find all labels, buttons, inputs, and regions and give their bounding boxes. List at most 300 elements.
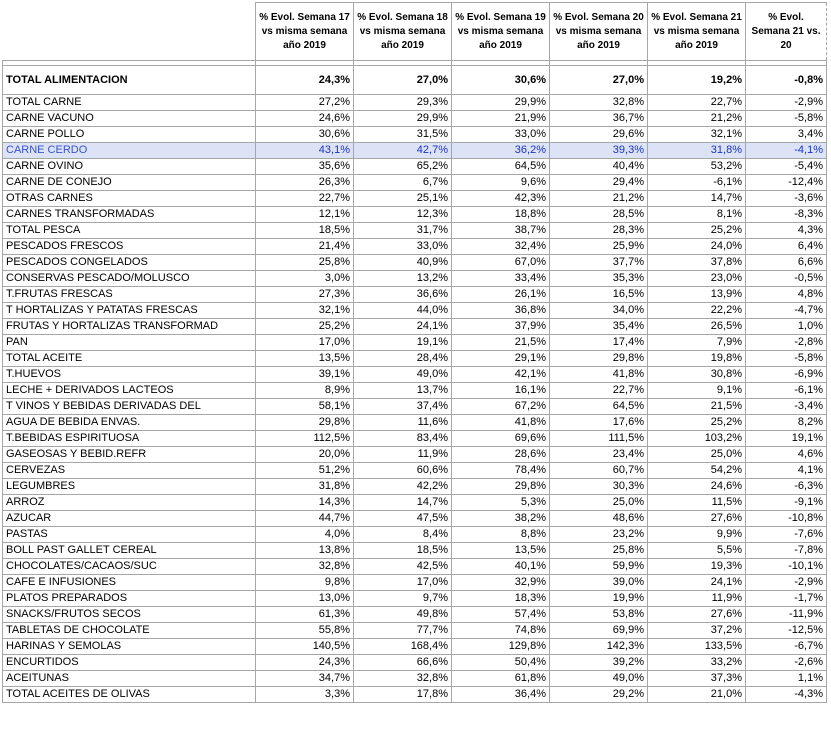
value-cell: 42,5% [354,559,452,575]
value-cell: 13,9% [648,287,746,303]
value-cell: 33,4% [452,271,550,287]
row-label: BOLL PAST GALLET CEREAL [3,543,256,559]
value-cell: 47,5% [354,511,452,527]
value-cell: 24,6% [648,479,746,495]
table-row[interactable] [3,415,827,431]
value-cell: 69,9% [550,623,648,639]
value-cell: 8,9% [256,383,354,399]
value-cell: 8,2% [746,415,827,431]
value-cell: 83,4% [354,431,452,447]
value-cell: 9,7% [354,591,452,607]
value-cell: 49,8% [354,607,452,623]
value-cell: -6,3% [746,479,827,495]
value-cell: 34,7% [256,671,354,687]
value-cell: 24,0% [648,239,746,255]
value-cell: 22,7% [648,95,746,111]
value-cell: 36,7% [550,111,648,127]
table-row[interactable] [3,335,827,351]
value-cell: 25,0% [648,447,746,463]
value-cell: 25,2% [256,319,354,335]
value-cell: 9,6% [452,175,550,191]
value-cell: 22,7% [550,383,648,399]
value-cell: 4,1% [746,463,827,479]
row-label: TOTAL PESCA [3,223,256,239]
value-cell: 49,0% [354,367,452,383]
value-cell: 17,4% [550,335,648,351]
value-cell: 129,8% [452,639,550,655]
value-cell: -6,1% [648,175,746,191]
row-label: HARINAS Y SEMOLAS [3,639,256,655]
value-cell: 24,3% [256,655,354,671]
table-row[interactable] [3,255,827,271]
value-cell: 58,1% [256,399,354,415]
value-cell: 60,7% [550,463,648,479]
value-cell: 22,7% [256,191,354,207]
value-cell: 133,5% [648,639,746,655]
header-row [3,3,827,61]
value-cell: 40,9% [354,255,452,271]
value-cell: 48,6% [550,511,648,527]
value-cell: 111,5% [550,431,648,447]
value-cell: 37,2% [648,623,746,639]
value-cell: 41,8% [452,415,550,431]
value-cell: 23,4% [550,447,648,463]
value-cell: 19,3% [648,559,746,575]
value-cell: 16,1% [452,383,550,399]
row-label: CAFE E INFUSIONES [3,575,256,591]
value-cell: 4,0% [256,527,354,543]
table-row[interactable] [3,479,827,495]
value-cell: -7,6% [746,527,827,543]
value-cell: 57,4% [452,607,550,623]
value-cell: 74,8% [452,623,550,639]
value-cell: 29,8% [256,415,354,431]
value-cell: 13,2% [354,271,452,287]
row-label: FRUTAS Y HORTALIZAS TRANSFORMAD [3,319,256,335]
table-row[interactable] [3,623,827,639]
table-row[interactable] [3,207,827,223]
row-label: ACEITUNAS [3,671,256,687]
value-cell: -8,3% [746,207,827,223]
value-cell: -3,6% [746,191,827,207]
value-cell: 29,2% [550,687,648,703]
value-cell: 27,6% [648,511,746,527]
value-cell: -0,8% [746,66,827,95]
value-cell: 112,5% [256,431,354,447]
value-cell: 24,1% [648,575,746,591]
value-cell: 23,2% [550,527,648,543]
value-cell: 18,5% [256,223,354,239]
table-row[interactable] [3,655,827,671]
value-cell: 43,1% [256,143,354,159]
value-cell: 31,7% [354,223,452,239]
row-label: CERVEZAS [3,463,256,479]
row-label: GASEOSAS Y BEBID.REFR [3,447,256,463]
value-cell: 21,5% [452,335,550,351]
row-label: CARNE OVINO [3,159,256,175]
value-cell: 19,1% [354,335,452,351]
column-header: % Evol. Semana 17 vs misma semana año 2019 [256,3,354,61]
row-label: CARNES TRANSFORMADAS [3,207,256,223]
value-cell: -6,7% [746,639,827,655]
value-cell: 37,4% [354,399,452,415]
value-cell: 13,8% [256,543,354,559]
table-row[interactable] [3,303,827,319]
value-cell: 13,0% [256,591,354,607]
value-cell: -10,1% [746,559,827,575]
value-cell: 25,1% [354,191,452,207]
value-cell: -9,1% [746,495,827,511]
value-cell: 36,4% [452,687,550,703]
table-row[interactable] [3,591,827,607]
table-row[interactable] [3,639,827,655]
column-header: % Evol. Semana 19 vs misma semana año 2019 [452,3,550,61]
value-cell: 9,8% [256,575,354,591]
value-cell: 39,2% [550,655,648,671]
table-row[interactable] [3,687,827,703]
value-cell: 31,8% [648,143,746,159]
value-cell: -5,8% [746,111,827,127]
table-row[interactable] [3,527,827,543]
value-cell: -6,1% [746,383,827,399]
value-cell: 18,8% [452,207,550,223]
value-cell: 25,2% [648,415,746,431]
value-cell: 18,3% [452,591,550,607]
value-cell: 11,9% [354,447,452,463]
value-cell: 21,2% [648,111,746,127]
row-label: T.FRUTAS FRESCAS [3,287,256,303]
row-label: PESCADOS CONGELADOS [3,255,256,271]
row-label: CARNE DE CONEJO [3,175,256,191]
value-cell: 32,1% [648,127,746,143]
value-cell: 4,3% [746,223,827,239]
value-cell: 6,6% [746,255,827,271]
value-cell: 17,8% [354,687,452,703]
value-cell: 49,0% [550,671,648,687]
table-row[interactable] [3,271,827,287]
value-cell: 8,8% [452,527,550,543]
value-cell: 30,3% [550,479,648,495]
value-cell: 44,0% [354,303,452,319]
value-cell: 59,9% [550,559,648,575]
value-cell: 22,2% [648,303,746,319]
column-header: % Evol. Semana 21 vs. 20 [746,3,827,61]
value-cell: -10,8% [746,511,827,527]
value-cell: 34,0% [550,303,648,319]
value-cell: 7,9% [648,335,746,351]
table-row[interactable] [3,127,827,143]
table-row[interactable] [3,111,827,127]
value-cell: 12,1% [256,207,354,223]
row-label: OTRAS CARNES [3,191,256,207]
table-row[interactable] [3,95,827,111]
value-cell: 54,2% [648,463,746,479]
value-cell: -12,4% [746,175,827,191]
value-cell: 36,2% [452,143,550,159]
table-row[interactable] [3,351,827,367]
value-cell: 13,5% [452,543,550,559]
row-label: PASTAS [3,527,256,543]
value-cell: 142,3% [550,639,648,655]
value-cell: 37,8% [648,255,746,271]
row-label: ENCURTIDOS [3,655,256,671]
value-cell: 17,0% [256,335,354,351]
table-row[interactable] [3,223,827,239]
row-label: CARNE VACUNO [3,111,256,127]
total-row [3,66,827,95]
value-cell: 78,4% [452,463,550,479]
value-cell: 35,4% [550,319,648,335]
row-label: AZUCAR [3,511,256,527]
value-cell: 3,0% [256,271,354,287]
table-row[interactable] [3,159,827,175]
value-cell: 27,2% [256,95,354,111]
value-cell: 168,4% [354,639,452,655]
row-label: CARNE POLLO [3,127,256,143]
value-cell: 6,7% [354,175,452,191]
value-cell: 37,9% [452,319,550,335]
value-cell: 3,4% [746,127,827,143]
value-cell: 65,2% [354,159,452,175]
value-cell: 31,5% [354,127,452,143]
row-label: TABLETAS DE CHOCOLATE [3,623,256,639]
value-cell: 29,1% [452,351,550,367]
table-row[interactable] [3,671,827,687]
table-row[interactable] [3,607,827,623]
value-cell: 16,5% [550,287,648,303]
table-row[interactable] [3,463,827,479]
value-cell: 14,3% [256,495,354,511]
table-row[interactable] [3,191,827,207]
row-label: TOTAL CARNE [3,95,256,111]
value-cell: 42,7% [354,143,452,159]
table-row[interactable] [3,495,827,511]
value-cell: 60,6% [354,463,452,479]
row-label: T VINOS Y BEBIDAS DERIVADAS DEL [3,399,256,415]
value-cell: 26,1% [452,287,550,303]
value-cell: -5,8% [746,351,827,367]
value-cell: 11,5% [648,495,746,511]
value-cell: 17,0% [354,575,452,591]
value-cell: 61,3% [256,607,354,623]
value-cell: 44,7% [256,511,354,527]
value-cell: 61,8% [452,671,550,687]
row-label: CARNE CERDO [3,143,256,159]
value-cell: -2,9% [746,95,827,111]
value-cell: 4,6% [746,447,827,463]
value-cell: 55,8% [256,623,354,639]
value-cell: 29,8% [452,479,550,495]
value-cell: 25,8% [550,543,648,559]
value-cell: 30,6% [256,127,354,143]
value-cell: 6,4% [746,239,827,255]
value-cell: 42,2% [354,479,452,495]
value-cell: 24,6% [256,111,354,127]
table-row[interactable] [3,287,827,303]
table-row[interactable] [3,175,827,191]
value-cell: 5,5% [648,543,746,559]
value-cell: 27,6% [648,607,746,623]
value-cell: 29,9% [452,95,550,111]
value-cell: -2,6% [746,655,827,671]
value-cell: 30,6% [452,66,550,95]
value-cell: 19,8% [648,351,746,367]
row-label: LEGUMBRES [3,479,256,495]
value-cell: 27,3% [256,287,354,303]
value-cell: 42,3% [452,191,550,207]
value-cell: 32,8% [354,671,452,687]
value-cell: -6,9% [746,367,827,383]
value-cell: 33,2% [648,655,746,671]
value-cell: 69,6% [452,431,550,447]
value-cell: 8,4% [354,527,452,543]
value-cell: 29,6% [550,127,648,143]
value-cell: 13,7% [354,383,452,399]
value-cell: 4,8% [746,287,827,303]
row-label: TOTAL ACEITE [3,351,256,367]
value-cell: 53,2% [648,159,746,175]
value-cell: 35,3% [550,271,648,287]
value-cell: 36,8% [452,303,550,319]
value-cell: -2,8% [746,335,827,351]
value-cell: 21,2% [550,191,648,207]
row-label: TOTAL ALIMENTACION [3,66,256,95]
value-cell: 39,0% [550,575,648,591]
value-cell: -2,9% [746,575,827,591]
row-label: T.BEBIDAS ESPIRITUOSA [3,431,256,447]
value-cell: 35,6% [256,159,354,175]
value-cell: 32,4% [452,239,550,255]
column-header: % Evol. Semana 21 vs misma semana año 2019 [648,3,746,61]
table-row[interactable] [3,367,827,383]
value-cell: 40,4% [550,159,648,175]
value-cell: 36,6% [354,287,452,303]
table-row[interactable] [3,431,827,447]
value-cell: 25,8% [256,255,354,271]
value-cell: 37,3% [648,671,746,687]
value-cell: 41,8% [550,367,648,383]
value-cell: 64,5% [550,399,648,415]
value-cell: 32,9% [452,575,550,591]
value-cell: 67,2% [452,399,550,415]
table-row[interactable] [3,239,827,255]
value-cell: 18,5% [354,543,452,559]
value-cell: 25,0% [550,495,648,511]
value-cell: 21,9% [452,111,550,127]
value-cell: 24,3% [256,66,354,95]
table-row[interactable] [3,383,827,399]
column-header: % Evol. Semana 18 vs misma semana año 2019 [354,3,452,61]
value-cell: 28,3% [550,223,648,239]
table-row[interactable] [3,559,827,575]
value-cell: -3,4% [746,399,827,415]
value-cell: 21,0% [648,687,746,703]
row-label: PESCADOS FRESCOS [3,239,256,255]
row-label: SNACKS/FRUTOS SECOS [3,607,256,623]
value-cell: 32,1% [256,303,354,319]
value-cell: 20,0% [256,447,354,463]
table-row[interactable] [3,575,827,591]
table-row[interactable] [3,143,827,159]
value-cell: 29,4% [550,175,648,191]
value-cell: 37,7% [550,255,648,271]
value-cell: 25,9% [550,239,648,255]
row-label: T.HUEVOS [3,367,256,383]
value-cell: 19,9% [550,591,648,607]
value-cell: 67,0% [452,255,550,271]
value-cell: 33,0% [354,239,452,255]
value-cell: 13,5% [256,351,354,367]
row-label: CHOCOLATES/CACAOS/SUC [3,559,256,575]
value-cell: 32,8% [550,95,648,111]
value-cell: 3,3% [256,687,354,703]
value-cell: -4,7% [746,303,827,319]
value-cell: 33,0% [452,127,550,143]
value-cell: 9,9% [648,527,746,543]
value-cell: 23,0% [648,271,746,287]
value-cell: 28,6% [452,447,550,463]
value-cell: 12,3% [354,207,452,223]
table-row[interactable] [3,319,827,335]
value-cell: -11,9% [746,607,827,623]
column-header: % Evol. Semana 20 vs misma semana año 2019 [550,3,648,61]
value-cell: -5,4% [746,159,827,175]
value-cell: 1,1% [746,671,827,687]
value-cell: 77,7% [354,623,452,639]
table-row[interactable] [3,543,827,559]
value-cell: 50,4% [452,655,550,671]
value-cell: 27,0% [354,66,452,95]
value-cell: 28,4% [354,351,452,367]
value-cell: 27,0% [550,66,648,95]
value-cell: 21,4% [256,239,354,255]
value-cell: -0,5% [746,271,827,287]
value-cell: -12,5% [746,623,827,639]
row-label: T HORTALIZAS Y PATATAS FRESCAS [3,303,256,319]
value-cell: 11,6% [354,415,452,431]
row-label: ARROZ [3,495,256,511]
table-row[interactable] [3,447,827,463]
evolution-table [2,2,827,703]
table-row[interactable] [3,399,827,415]
value-cell: 8,1% [648,207,746,223]
row-label: CONSERVAS PESCADO/MOLUSCO [3,271,256,287]
value-cell: 51,2% [256,463,354,479]
value-cell: 40,1% [452,559,550,575]
value-cell: 26,3% [256,175,354,191]
value-cell: 103,2% [648,431,746,447]
value-cell: 42,1% [452,367,550,383]
table-row[interactable] [3,511,827,527]
value-cell: 53,8% [550,607,648,623]
value-cell: 31,8% [256,479,354,495]
value-cell: 28,5% [550,207,648,223]
value-cell: -4,1% [746,143,827,159]
row-label: PAN [3,335,256,351]
value-cell: 19,1% [746,431,827,447]
row-label: PLATOS PREPARADOS [3,591,256,607]
value-cell: 32,8% [256,559,354,575]
value-cell: 39,1% [256,367,354,383]
row-label: TOTAL ACEITES DE OLIVAS [3,687,256,703]
value-cell: 9,1% [648,383,746,399]
value-cell: -4,3% [746,687,827,703]
value-cell: 29,9% [354,111,452,127]
value-cell: 11,9% [648,591,746,607]
value-cell: 17,6% [550,415,648,431]
value-cell: -1,7% [746,591,827,607]
value-cell: 66,6% [354,655,452,671]
